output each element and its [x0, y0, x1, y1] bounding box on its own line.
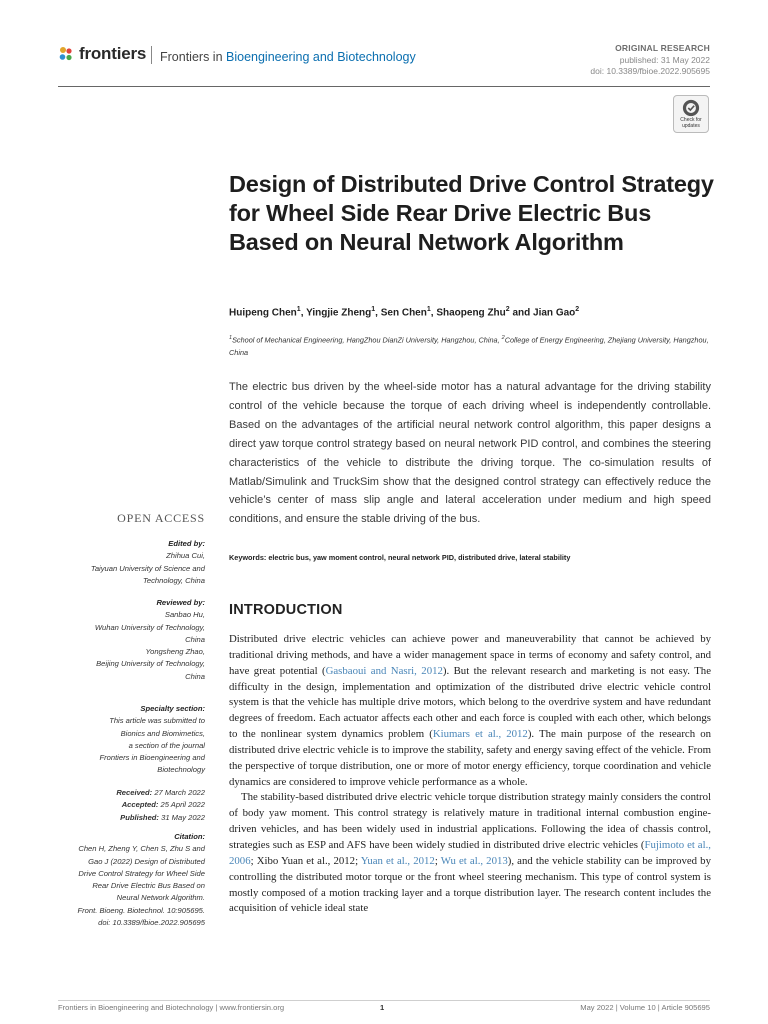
author-name[interactable]: Shaopeng Zhu — [436, 307, 506, 319]
edited-by-heading: Edited by: — [168, 539, 205, 548]
citation-link[interactable]: Yuan et al., 2012 — [360, 854, 435, 867]
sidebar-line: Chen H, Zheng Y, Chen S, Zhu S and — [78, 844, 205, 854]
author-list — [229, 306, 579, 318]
sidebar-line: Wuhan University of Technology, — [94, 622, 205, 632]
journal-prefix: Frontiers in — [160, 50, 226, 64]
received-label: Received: — [116, 788, 153, 797]
page-number: 1 — [380, 1003, 385, 1012]
sidebar-line: Biotechnology — [157, 765, 205, 775]
brand-name: frontiers — [79, 44, 147, 63]
specialty-section-block — [35, 703, 205, 777]
sidebar-line: Bionics and Biomimetics, — [120, 728, 205, 738]
article-title: Design of Distributed Drive Control Strategy for Wheel Side Rear Drive Electric Bus Based on Neural Network Algorithm — [229, 171, 714, 255]
affiliations — [229, 332, 714, 359]
text-run: Distributed drive electric vehicles can achieve power and maneuverability that cannot be achieved by traditional driving methods, and have a wider management space in terms of economy and safety control, and have great potential ( — [229, 633, 711, 677]
author-separator: and — [509, 307, 534, 319]
author-affiliation-mark: 1 — [296, 306, 301, 313]
citation-block — [35, 831, 205, 929]
sidebar-line: Yongsheng Zhao, — [145, 647, 205, 657]
sidebar-line: Neural Network Algorithm. — [116, 893, 205, 903]
frontiers-logo[interactable] — [58, 44, 146, 64]
check-updates-icon — [682, 99, 700, 117]
author-name[interactable]: Yingjie Zheng — [306, 307, 372, 319]
sidebar-line: Rear Drive Electric Bus Based on — [92, 881, 205, 891]
affiliation-1: School of Mechanical Engineering, HangZhou DianZi University, Hangzhou, China, — [232, 335, 502, 345]
aff-marker: 1 — [229, 335, 233, 341]
citation-lines — [35, 843, 205, 929]
text-run: ). The main purpose of the research on distributed drive electric vehicle is to improve the stability, safety and energy saving effect of the vehicle. From the perspective of torque distribution, one or more of motor energy efficiency, torque coordination and vehicle dynamics are considered to improve vehicle performance as a whole. — [229, 728, 712, 788]
sidebar-line: doi: 10.3389/fbioe.2022.905695 — [98, 918, 205, 928]
specialty-heading: Specialty section: — [140, 704, 205, 713]
text-run: ), and the vehicle stability can be improved by controlling the distributed motor torque or the front wheel steering mechanism. This type of control system is mostly composed of a motion tracking layer and a torque distribution layer. The research content includes the acquisition of vehicle ideal state — [229, 854, 711, 915]
text-run: ; — [434, 854, 441, 867]
published-value: 31 May 2022 — [161, 812, 205, 822]
doi-link[interactable]: doi: 10.3389/fbioe.2022.905695 — [590, 66, 710, 76]
sidebar-line: Zhihua Cui, — [166, 551, 205, 561]
abstract: The electric bus driven by the wheel-side motor has a natural advantage for the driving stability control of the vehicle because the torque of each driving wheel is independently controllable. Based on the advantages of the artificial neural network control algorithm, this paper designs a direct yaw torque control strategy based on neural network PID control, and combines the steering characteristics of the vehicle to distribute the driving torque. The co-simulation results of Matlab/Simulink and TruckSim show that the designed control strategy can effectively reduce the vehicle’s center of mass slip angle and lateral acceleration under medium and high speed conditions, and ensure the stable driving of the bus. — [229, 381, 711, 526]
author-affiliation-mark: 2 — [505, 306, 510, 313]
text-run: Xibo Yuan et al., 2012 — [256, 854, 356, 867]
text-run: The stability-based distributed drive electric vehicle torque distribution strategy mainly considers the control of body yaw moment. This control strategy is relatively mature in traditional internal combustion engine-driven vehicles, and has been widely used in industrial applications. Following the idea of chassis control, strategies such as ESP and AFS have been widely studied in distributed drive electric vehicles ( — [229, 791, 711, 851]
author-separator: , — [375, 307, 381, 319]
journal-title: Bioengineering and Biotechnology — [226, 50, 416, 64]
aff-marker: 2 — [501, 335, 505, 341]
reviewed-by-heading: Reviewed by: — [156, 598, 205, 607]
author-affiliation-mark: 1 — [426, 306, 431, 313]
author-affiliation-mark: 2 — [575, 306, 580, 313]
author-name[interactable]: Jian Gao — [533, 307, 576, 319]
edited-by-block — [35, 538, 205, 587]
sidebar-line: a section of the journal — [128, 740, 205, 750]
author-name[interactable]: Sen Chen — [380, 307, 427, 319]
author-separator: , — [300, 307, 307, 319]
sidebar-line: Front. Bioeng. Biotechnol. 10:905695. — [77, 905, 205, 915]
received-value: 27 March 2022 — [154, 788, 205, 797]
check-updates-label: Check for updates — [680, 117, 702, 129]
sidebar-line: Drive Control Strategy for Wheel Side — [78, 868, 205, 878]
text-run: ). But the relevant research and marketing is not easy. The difficulty in the design, implementation and optimization of the distributed drive electric vehicle control system is that the vehicle has multiple drive motors, which belong to the overdrive system and have redundant degrees of freedom. Each actuator affects each other and each force is coupled with each other, which belongs to the nonlinear system dynamics problem ( — [229, 664, 711, 741]
dates-block — [35, 787, 205, 824]
journal-name[interactable] — [160, 50, 416, 64]
accepted-label: Accepted: — [121, 800, 159, 810]
frontiers-logo-icon — [58, 46, 74, 62]
citation-link[interactable]: Fujimoto et al., 2006 — [229, 838, 711, 867]
header-rule — [58, 86, 710, 87]
author-separator: , — [430, 307, 437, 319]
sidebar-line: Taiyuan University of Science and — [90, 563, 205, 573]
sidebar-line: Gao J (2022) Design of Distributed — [88, 856, 205, 866]
article-type: ORIGINAL RESEARCH — [615, 43, 710, 53]
specialty-lines — [35, 715, 205, 776]
sidebar-line: Beijing University of Technology, — [96, 659, 205, 669]
citation-link[interactable]: Kiumars et al., 2012 — [432, 728, 528, 741]
sidebar-line: Sanbao Hu, — [164, 610, 205, 620]
citation-link[interactable]: Gasbaoui and Nasri, 2012 — [325, 664, 443, 677]
reviewer-lines — [35, 609, 205, 683]
accepted-value: 25 April 2022 — [160, 800, 205, 810]
affiliation-2: College of Energy Engineering, Zhejiang University, Hangzhou, China — [229, 335, 709, 358]
sidebar-line: China — [185, 671, 205, 681]
author-name[interactable]: Huipeng Chen — [229, 307, 297, 319]
intro-paragraph-2 — [229, 790, 711, 917]
published-date: published: 31 May 2022 — [619, 55, 710, 65]
received-date — [35, 787, 205, 799]
footer-volume: May 2022 | Volume 10 | Article 905695 — [580, 1003, 710, 1012]
keywords: Keywords: electric bus, yaw moment control, neural network PID, distributed drive, lateral stability — [229, 553, 571, 562]
citation-heading: Citation: — [174, 832, 205, 841]
sidebar-line: This article was submitted to — [109, 716, 205, 726]
introduction-heading: INTRODUCTION — [229, 602, 343, 618]
footer-journal[interactable]: Frontiers in Bioengineering and Biotechnology | www.frontiersin.org — [58, 1003, 285, 1012]
accepted-date — [35, 799, 205, 811]
sidebar-line: Technology, China — [142, 575, 205, 585]
reviewed-by-block — [35, 597, 205, 683]
intro-paragraph-1 — [229, 632, 711, 790]
open-access-label: OPEN ACCESS — [117, 511, 205, 525]
text-run: ; — [355, 854, 361, 867]
sidebar-line: China — [185, 634, 205, 644]
published-date-side — [35, 812, 205, 824]
sidebar-line: Frontiers in Bioengineering and — [99, 753, 205, 763]
editor-lines — [35, 550, 205, 587]
published-label: Published: — [120, 812, 159, 822]
introduction-body — [229, 632, 711, 917]
footer-rule — [58, 1000, 710, 1001]
check-for-updates-badge[interactable] — [673, 95, 709, 133]
citation-link[interactable]: Wu et al., 2013 — [440, 854, 508, 867]
header-divider — [151, 46, 152, 64]
text-run: ; — [250, 854, 257, 867]
author-affiliation-mark: 1 — [371, 306, 376, 313]
